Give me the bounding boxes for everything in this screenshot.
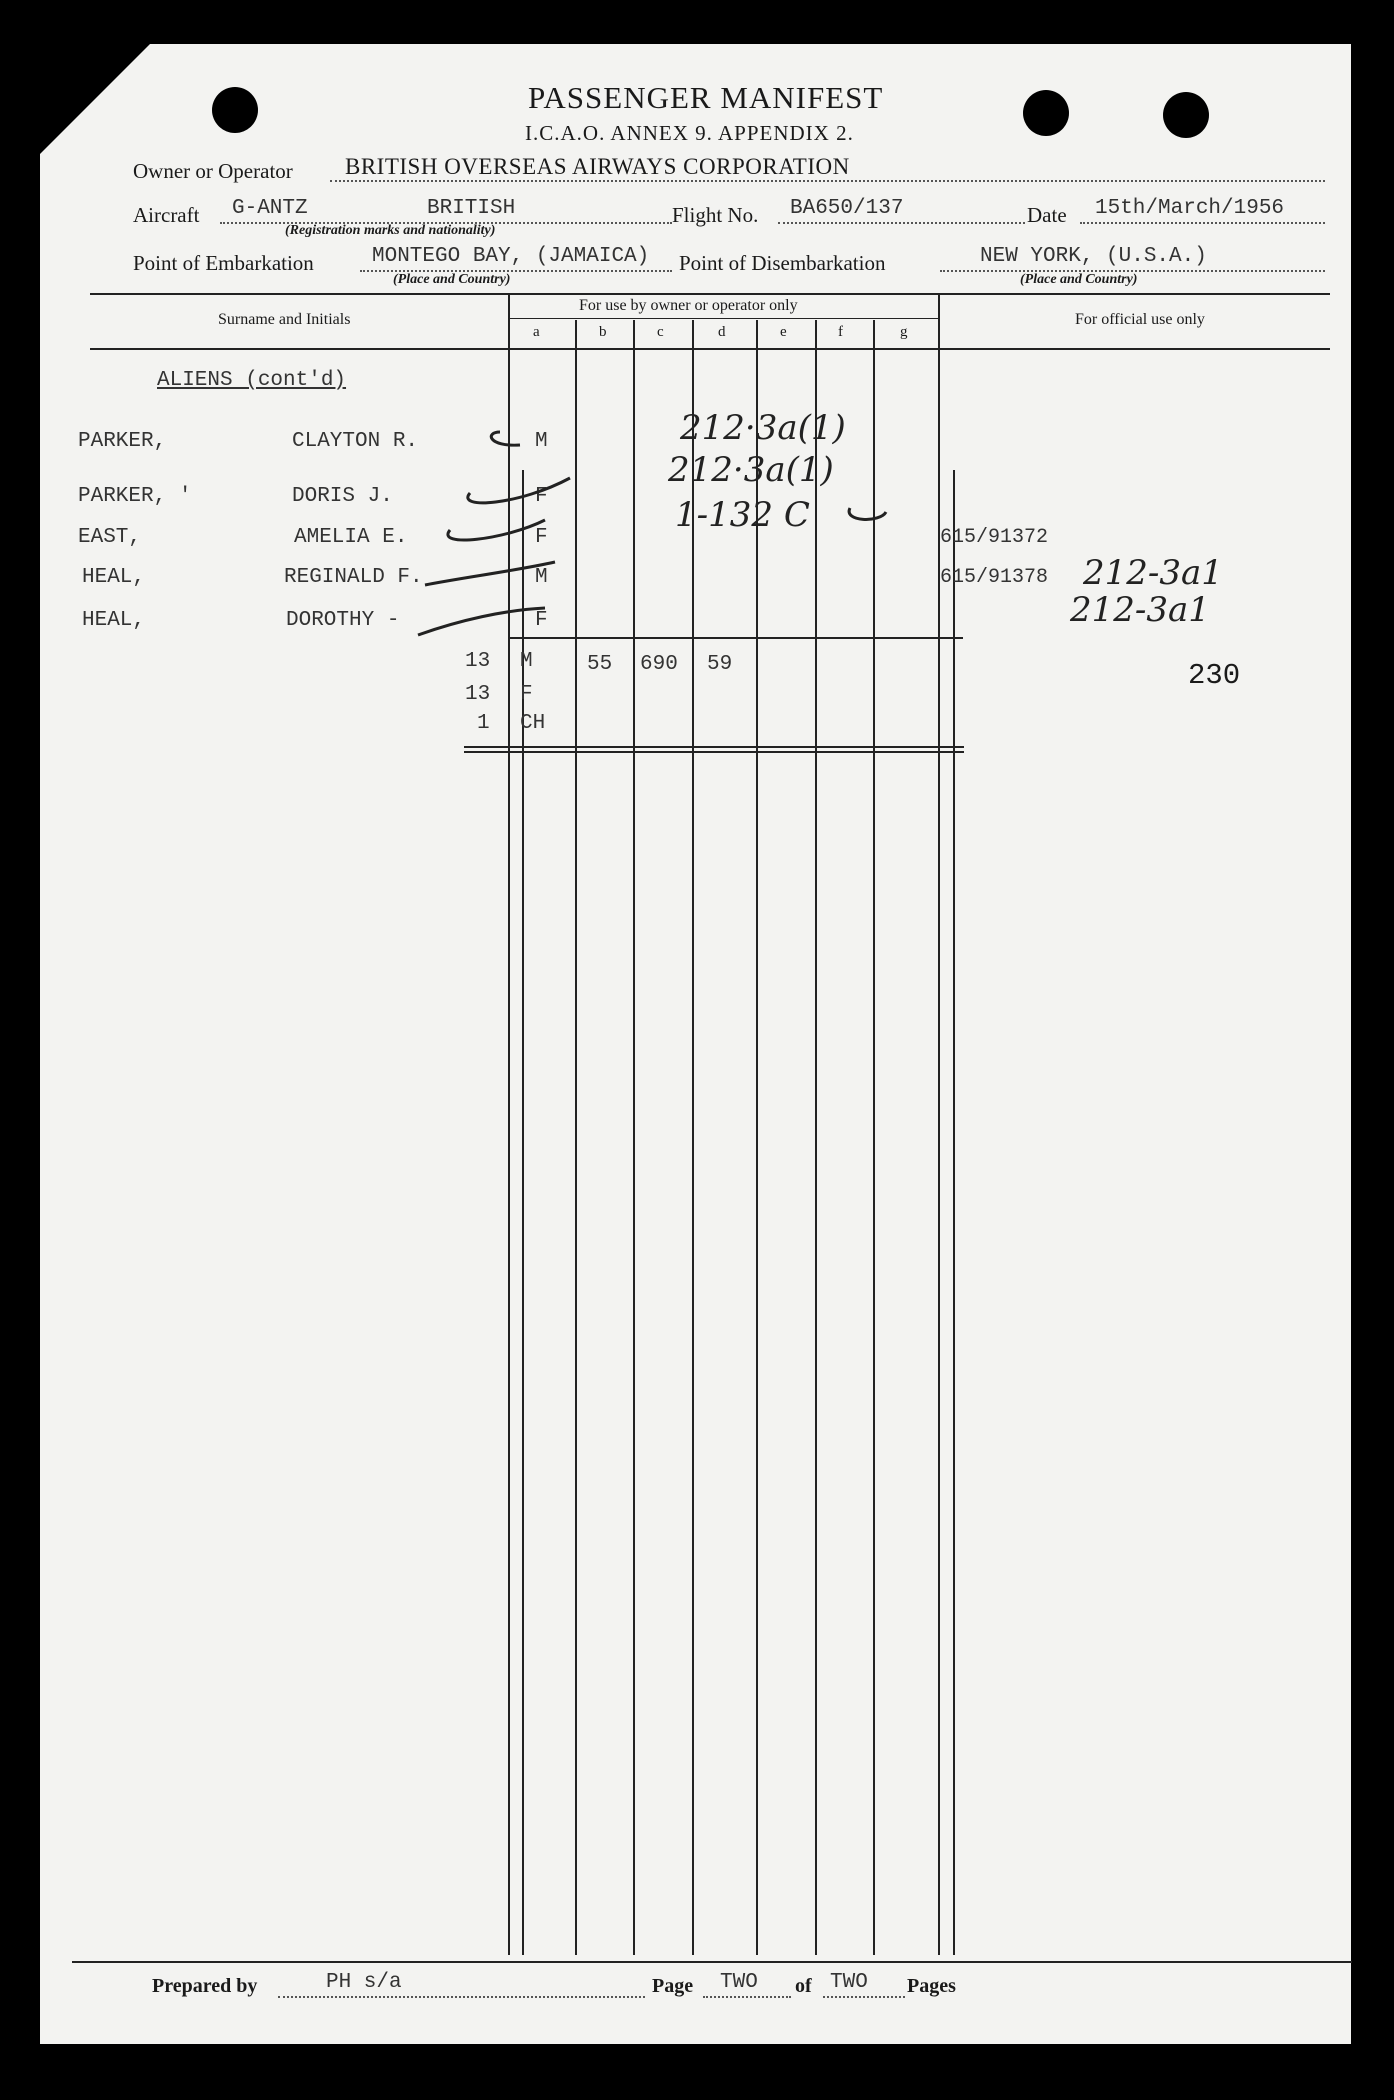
handwritten-note-row1: 212·3a(1)	[680, 408, 846, 448]
column-letter: c	[657, 324, 664, 340]
tick-mark	[491, 432, 520, 445]
passenger-sex: F	[535, 526, 548, 549]
passenger-surname: PARKER, '	[78, 485, 192, 508]
prepared-label: Prepared by	[152, 1975, 258, 1997]
totals-double-rule	[464, 751, 964, 753]
official-number: 230	[1188, 659, 1241, 692]
aircraft-note: (Registration marks and nationality)	[285, 223, 496, 238]
column-letter: a	[533, 324, 540, 340]
prepared-dotted-line	[278, 1996, 645, 1998]
passenger-surname: HEAL,	[82, 609, 146, 632]
total-col-d: 59	[707, 653, 733, 676]
official-header: For official use only	[1075, 311, 1205, 328]
surname-header: Surname and Initials	[218, 311, 351, 328]
passenger-surname: EAST,	[78, 526, 142, 549]
embarkation-value: MONTEGO BAY, (JAMAICA)	[372, 245, 650, 268]
footer-rule	[72, 1961, 1352, 1963]
page-value: TWO	[720, 1971, 758, 1994]
form-subtitle: I.C.A.O. ANNEX 9. APPENDIX 2.	[525, 121, 854, 145]
total-count: 1	[477, 712, 490, 735]
of-value: TWO	[830, 1971, 868, 1994]
column-letter: d	[718, 324, 726, 340]
owner-value: BRITISH OVERSEAS AIRWAYS CORPORATION	[345, 154, 850, 179]
passenger-official-ref: 615/91372	[940, 526, 1049, 549]
passenger-official-ref: 615/91378	[940, 566, 1049, 589]
embarkation-note: (Place and Country)	[393, 272, 511, 287]
passenger-given-names: CLAYTON R.	[292, 430, 419, 453]
of-dotted-line	[823, 1996, 905, 1998]
passenger-given-names: DOROTHY -	[286, 609, 400, 632]
disembarkation-note: (Place and Country)	[1020, 272, 1138, 287]
passenger-sex: F	[535, 485, 548, 508]
total-code: CH	[520, 712, 546, 735]
total-col-c: 690	[640, 653, 678, 676]
passenger-sex: M	[535, 430, 548, 453]
operator-header: For use by owner or operator only	[579, 297, 798, 314]
of-label: of	[795, 1975, 812, 1997]
prepared-value: PH s/a	[326, 1971, 402, 1994]
totals-rule	[508, 637, 963, 639]
total-code: M	[520, 650, 533, 673]
pages-label: Pages	[907, 1975, 956, 1997]
handwritten-note-row2: 212·3a(1)	[668, 450, 834, 490]
totals-double-rule	[464, 746, 964, 748]
tick-mark	[468, 478, 570, 503]
flight-value: BA650/137	[790, 197, 904, 220]
total-code: F	[520, 683, 533, 706]
section-heading: ALIENS (cont'd)	[157, 369, 347, 392]
passenger-given-names: AMELIA E.	[294, 526, 408, 549]
total-col-b: 55	[587, 653, 613, 676]
handwritten-official-1: 212-3a1	[1083, 553, 1223, 593]
column-letter: f	[838, 324, 843, 340]
owner-label: Owner or Operator	[133, 159, 293, 183]
aircraft-nationality: BRITISH	[427, 197, 516, 220]
date-value: 15th/March/1956	[1095, 197, 1285, 220]
total-count: 13	[465, 683, 491, 706]
passenger-surname: HEAL,	[82, 566, 146, 589]
date-label: Date	[1027, 203, 1067, 227]
tick-mark	[425, 562, 555, 585]
tick-mark	[418, 608, 545, 635]
aircraft-label: Aircraft	[133, 203, 200, 227]
passenger-surname: PARKER,	[78, 430, 167, 453]
column-letter: e	[780, 324, 787, 340]
tick-mark	[849, 508, 886, 519]
flight-label: Flight No.	[672, 203, 759, 227]
column-letter: g	[900, 324, 908, 340]
aircraft-registration: G-ANTZ	[232, 197, 308, 220]
passenger-sex: F	[535, 609, 548, 632]
total-count: 13	[465, 650, 491, 673]
passenger-given-names: REGINALD F.	[284, 566, 423, 589]
form-title: PASSENGER MANIFEST	[528, 80, 884, 115]
page-label: Page	[652, 1975, 694, 1997]
handwritten-official-2: 212-3a1	[1070, 590, 1210, 630]
handwritten-note-row3: 1-132 C	[675, 495, 810, 535]
passenger-sex: M	[535, 566, 548, 589]
column-letter: b	[599, 324, 607, 340]
page-dotted-line	[703, 1996, 791, 1998]
embarkation-label: Point of Embarkation	[133, 251, 314, 275]
passenger-given-names: DORIS J.	[292, 485, 393, 508]
disembarkation-value: NEW YORK, (U.S.A.)	[980, 245, 1207, 268]
tick-mark	[448, 520, 545, 540]
disembarkation-label: Point of Disembarkation	[679, 251, 886, 275]
